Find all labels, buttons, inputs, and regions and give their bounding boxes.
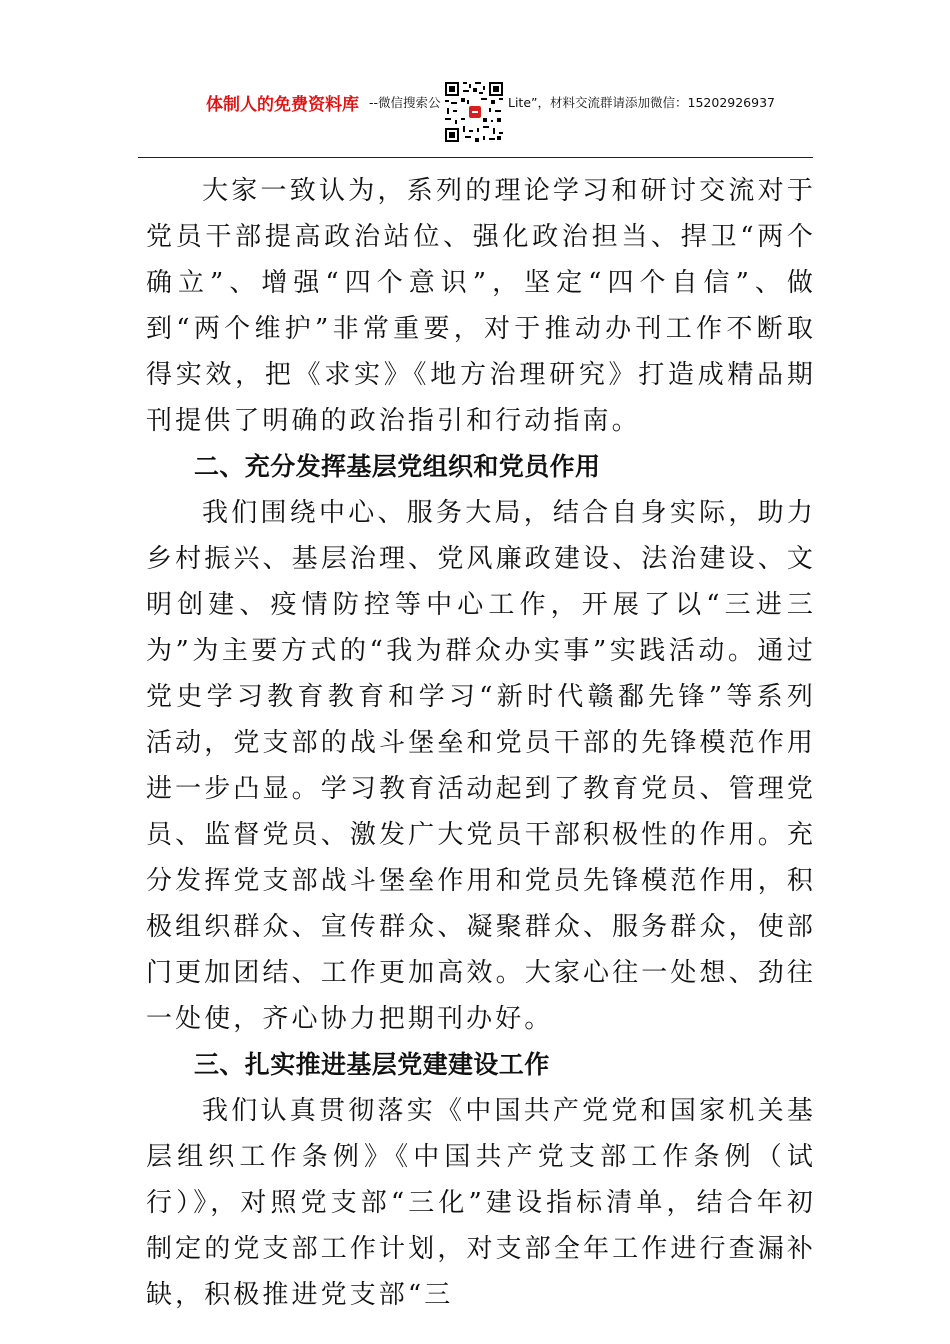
paragraph: 我们认真贯彻落实《中国共产党党和国家机关基层组织工作条例》《中国共产党支部工作条例（试行）》，对照党支部“三化”建设指标清单，结合年初制定的党支部工作计划，对支部全年工作进行查漏补缺，积极推进党支部“三 <box>146 1096 816 1310</box>
page-header <box>0 78 950 150</box>
paragraph: 我们围绕中心、服务大局，结合自身实际，助力乡村振兴、基层治理、党风廉政建设、法治建设、文明创建、疫情防控等中心工作，开展了以“三进三为”为主要方式的“我为群众办实事”实践活动。通过党史学习教育教育和学习“新时代赣鄱先锋”等系列活动，党支部的战斗堡垒和党员干部的先锋模范作用进一步凸显。学习教育活动起到了教育党员、管理党员、监督党员、激发广大党员干部积极性的作用。充分发挥党支部战斗堡垒作用和党员先锋模范作用，积极组织群众、宣传群众、凝聚群众、服务群众，使部门更加团结、工作更加高效。大家心往一处想、劲往一处使，齐心协力把期刊办好。 <box>146 498 816 1034</box>
paragraph: 大家一致认为，系列的理论学习和研讨交流对于党员干部提高政治站位、强化政治担当、捍卫“两个确立”、增强“四个意识”，坚定“四个自信”、做到“两个维护”非常重要，对于推动办刊工作不断取得实效，把《求实》《地方治理研究》打造成精品期刊提供了明确的政治指引和行动指南。 <box>146 176 816 436</box>
qr-code-icon <box>443 80 505 144</box>
section-heading: 三、扎实推进基层党建建设工作 <box>194 1050 550 1079</box>
section-heading: 二、充分发挥基层党组织和党员作用 <box>194 452 601 481</box>
document-body <box>146 168 816 1318</box>
header-text-right: Lite”，材料交流群请添加微信：15202926937 <box>508 95 775 110</box>
header-divider <box>138 157 813 158</box>
header-text-left: --微信搜索公 <box>369 95 441 110</box>
brand-title: 体制人的免费资料库 <box>206 95 359 115</box>
